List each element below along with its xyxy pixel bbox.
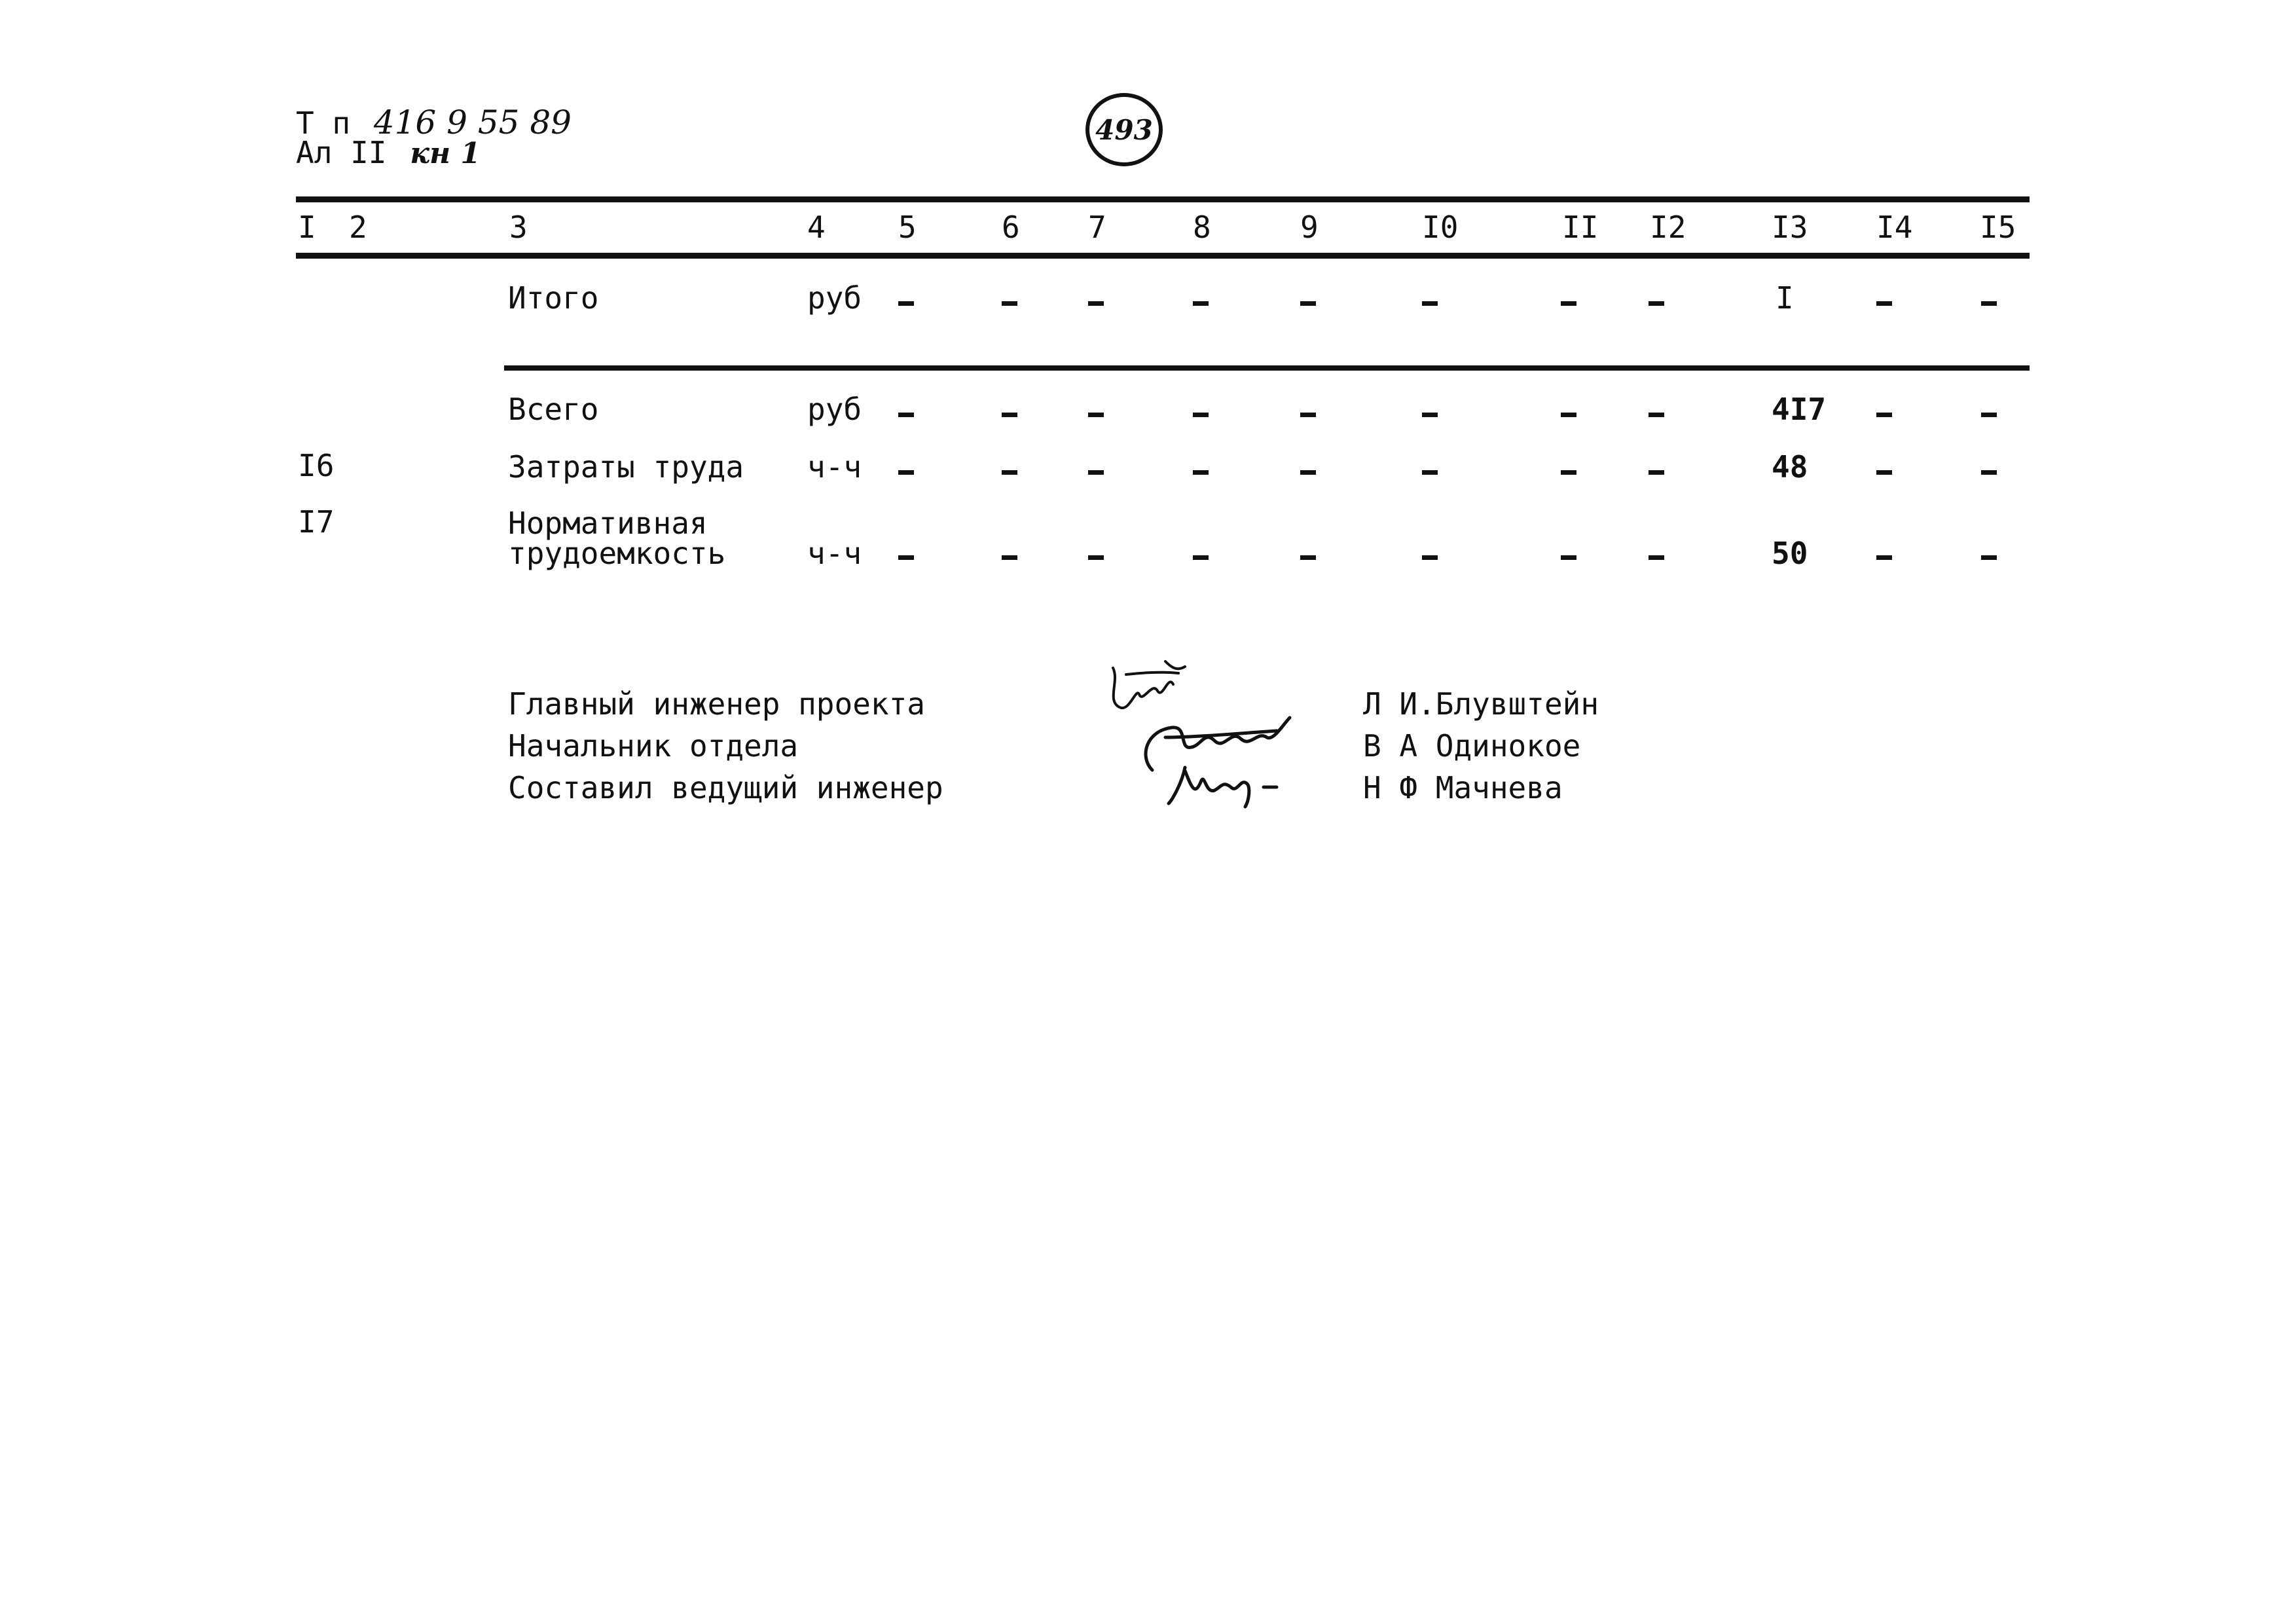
dash-col14 bbox=[1876, 413, 1892, 417]
column-header: I3 bbox=[1772, 210, 1808, 245]
signer-name: Н Ф Мачнева bbox=[1363, 770, 1563, 805]
dash-col9 bbox=[1300, 301, 1316, 306]
doc-code-line2 bbox=[296, 135, 481, 170]
doc-code-handwritten: 416 9 55 89 bbox=[373, 103, 572, 141]
row-unit: ч-ч bbox=[807, 536, 862, 571]
signer-name: Л И.Блувштейн bbox=[1363, 686, 1599, 722]
dash-col14 bbox=[1876, 555, 1892, 560]
dash-col12 bbox=[1649, 413, 1664, 417]
dash-col10 bbox=[1422, 470, 1438, 475]
dash-col5 bbox=[898, 301, 914, 306]
dash-col7 bbox=[1088, 413, 1104, 417]
row-number: I6 bbox=[298, 448, 335, 483]
column-header: 3 bbox=[509, 210, 528, 245]
dash-col15 bbox=[1981, 555, 1997, 560]
dash-col15 bbox=[1981, 301, 1997, 306]
dash-col11 bbox=[1561, 470, 1576, 475]
column-header: 5 bbox=[898, 210, 917, 245]
dash-col8 bbox=[1193, 470, 1209, 475]
column-header: I4 bbox=[1876, 210, 1913, 245]
column-header: I5 bbox=[1980, 210, 2016, 245]
dash-col7 bbox=[1088, 470, 1104, 475]
column-header: 6 bbox=[1002, 210, 1020, 245]
column-header: II bbox=[1562, 210, 1599, 245]
dash-col11 bbox=[1561, 301, 1576, 306]
dash-col11 bbox=[1561, 413, 1576, 417]
row-name: Затраты труда bbox=[508, 449, 744, 485]
dash-col5 bbox=[898, 413, 914, 417]
signer-title: Составил ведущий инженер bbox=[508, 770, 943, 805]
row-name: Нормативная bbox=[508, 506, 708, 541]
row-number: I7 bbox=[298, 504, 335, 540]
dash-col6 bbox=[1002, 301, 1017, 306]
signer-title: Начальник отдела bbox=[508, 728, 799, 764]
column-header: 9 bbox=[1300, 210, 1319, 245]
dash-col6 bbox=[1002, 470, 1017, 475]
dash-col14 bbox=[1876, 301, 1892, 306]
signature-lead-engineer bbox=[1165, 761, 1296, 813]
column-header: I2 bbox=[1650, 210, 1686, 245]
row-name: Итого bbox=[508, 280, 599, 316]
row-value-col13: 48 bbox=[1772, 449, 1808, 485]
dash-col8 bbox=[1193, 413, 1209, 417]
dash-col10 bbox=[1422, 301, 1438, 306]
book-handwritten: кн 1 bbox=[410, 137, 481, 170]
dash-col5 bbox=[898, 470, 914, 475]
column-header: I bbox=[298, 210, 316, 245]
table-header-rule bbox=[296, 253, 2030, 259]
row-value-col13: I bbox=[1776, 280, 1794, 316]
dash-col14 bbox=[1876, 470, 1892, 475]
row-unit: руб bbox=[807, 280, 862, 316]
column-header: I0 bbox=[1422, 210, 1459, 245]
dash-col12 bbox=[1649, 470, 1664, 475]
dash-col5 bbox=[898, 555, 914, 560]
dash-col9 bbox=[1300, 555, 1316, 560]
dash-col8 bbox=[1193, 301, 1209, 306]
subtotal-rule bbox=[504, 365, 2030, 371]
row-value-col13: 50 bbox=[1772, 536, 1808, 571]
row-name: Всего bbox=[508, 392, 599, 427]
dash-col15 bbox=[1981, 413, 1997, 417]
dash-col8 bbox=[1193, 555, 1209, 560]
row-unit: руб bbox=[807, 392, 862, 427]
dash-col7 bbox=[1088, 301, 1104, 306]
row-unit: ч-ч bbox=[807, 449, 862, 485]
dash-col10 bbox=[1422, 555, 1438, 560]
dash-col9 bbox=[1300, 413, 1316, 417]
dash-col10 bbox=[1422, 413, 1438, 417]
column-header: 4 bbox=[807, 210, 826, 245]
row-value-col13: 4I7 bbox=[1772, 392, 1827, 427]
dash-col6 bbox=[1002, 555, 1017, 560]
row-name-continued: трудоемкость bbox=[508, 536, 726, 571]
dash-col7 bbox=[1088, 555, 1104, 560]
signer-title: Главный инженер проекта bbox=[508, 686, 925, 722]
album-prefix: Ал II bbox=[296, 135, 387, 170]
dash-col12 bbox=[1649, 301, 1664, 306]
dash-col11 bbox=[1561, 555, 1576, 560]
dash-col6 bbox=[1002, 413, 1017, 417]
doc-code-prefix: Т п bbox=[296, 105, 351, 141]
column-header: 7 bbox=[1088, 210, 1106, 245]
table-top-rule bbox=[296, 196, 2030, 202]
signer-name: В А Одинокое bbox=[1363, 728, 1581, 764]
dash-col9 bbox=[1300, 470, 1316, 475]
dash-col12 bbox=[1649, 555, 1664, 560]
column-header: 2 bbox=[349, 210, 367, 245]
dash-col15 bbox=[1981, 470, 1997, 475]
column-header: 8 bbox=[1193, 210, 1211, 245]
page-number-stamp: 493 bbox=[1085, 93, 1163, 166]
